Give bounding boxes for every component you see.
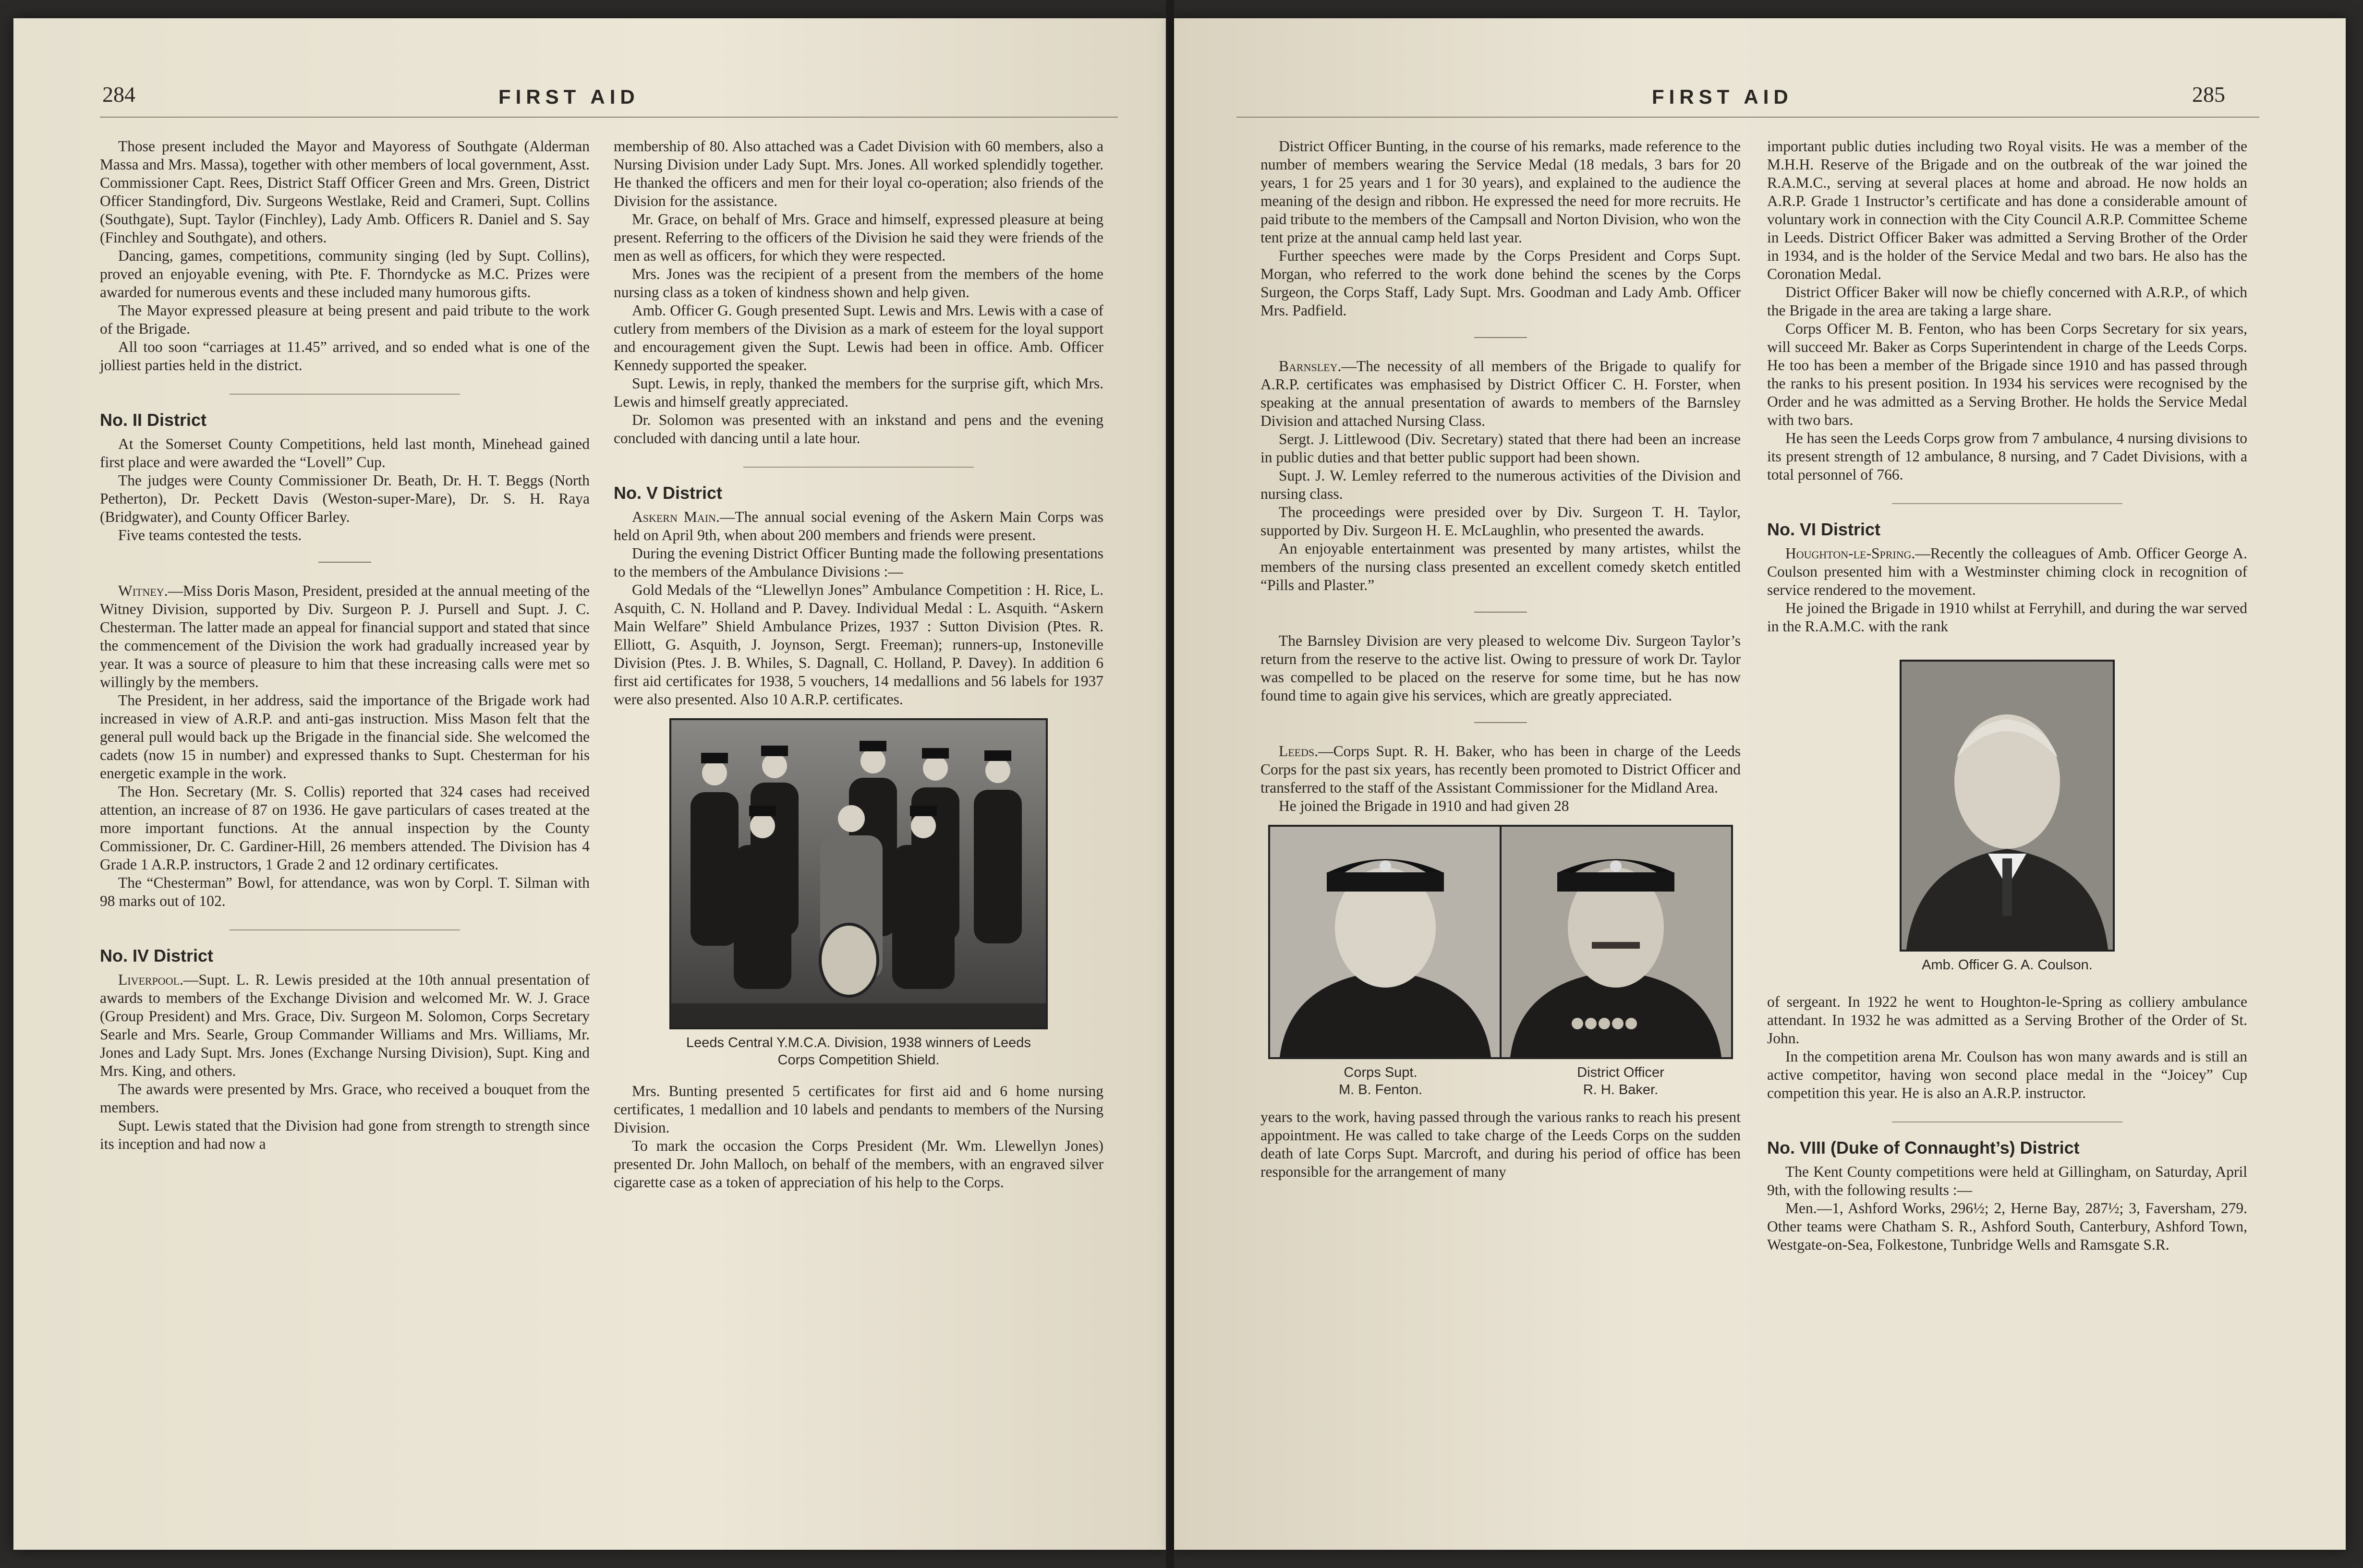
paragraph: Supt. Lewis, in reply, thanked the members for the surprise gift, which Mrs. Lewis and himself greatly appreciated.: [614, 375, 1103, 410]
paragraph: The President, in her address, said the importance of the Brigade work had increased in view of A.R.P. and anti-gas instruction. Miss Mason felt that the general pull would back up the Brigade in the financial side. She welcomed the cadets (now 15 in number) and expressed thanks to Supt. Chesterman for his energetic example in the work.: [100, 692, 590, 782]
paragraph: Those present included the Mayor and Mayoress of Southgate (Alderman Massa and Mrs. Massa), together with other members of local government, Asst. Commissioner Capt. Rees, District Staff Officer Green and Mrs. Green, District Officer Standingford, Div. Surgeons Westlake, Reid and Crameri, Supt. Collins (Southgate), Supt. Taylor (Finchley), Lady Amb. Officers R. Daniel and S. Say (Finchley and Southgate), and others.: [100, 138, 590, 246]
lead-in: Barnsley.: [1279, 358, 1342, 374]
paragraph: The “Chesterman” Bowl, for attendance, was won by Corpl. T. Silman with 98 marks out of 102.: [100, 874, 590, 909]
header-rule: [1236, 117, 2259, 118]
short-divider: [1474, 722, 1527, 723]
short-divider: [1474, 337, 1527, 338]
paragraph: At the Somerset County Competitions, held last month, Minehead gained first place and were awarded the “Lovell” Cup.: [100, 435, 590, 470]
paragraph: Mrs. Jones was the recipient of a present from the members of the home nursing class as a token of kindness shown and help given.: [614, 265, 1103, 301]
portrait-caption: Amb. Officer G. A. Coulson.: [1922, 957, 2093, 973]
paragraph: He joined the Brigade in 1910 whilst at Ferryhill, and during the war served in the R.A.M.C. with the rank: [1767, 600, 2247, 635]
paragraph: The Kent County competitions were held at Gillingham, on Saturday, April 9th, with the following results :—: [1767, 1163, 2247, 1198]
portrait-photo: [1900, 660, 2115, 952]
lead-in: Leeds.: [1279, 743, 1319, 760]
paragraph: District Officer Baker will now be chiefly concerned with A.R.P., of which the Brigade in the area are taking a large share.: [1767, 284, 2247, 319]
right-page: [1174, 18, 2346, 1550]
paragraph: The Hon. Secretary (Mr. S. Collis) reported that 324 cases had received attention, an increase of 87 on 1936. He gave particulars of cases treated at the more important functions. At the annual inspection by the County Commissioner, Dr. C. Gardiner-Hill, 26 members attended. The Division has 4 Grade 1 A.R.P. instructors, 1 Grade 2 and 12 ordinary certificates.: [100, 783, 590, 873]
short-divider: [318, 562, 371, 563]
section-heading: No. VIII (Duke of Connaught’s) District: [1767, 1138, 2080, 1158]
paragraph: Supt. J. W. Lemley referred to the numerous activities of the Division and nursing class.: [1260, 467, 1741, 502]
short-divider: [1474, 612, 1527, 613]
paragraph: The Barnsley Division are very pleased to welcome Div. Surgeon Taylor’s return from the reserve to the active list. Owing to pressure of work Dr. Taylor was compelled to be placed on the reserve for some time, but he has now found time to again give his services, which are greatly appreciated.: [1260, 632, 1741, 704]
lead-in: Liverpool.: [118, 971, 183, 988]
paragraph: Mr. Grace, on behalf of Mrs. Grace and himself, expressed pleasure at being present. Referring to the officers of the Division he said they were friends of the men as well as officers, for which they were respected.: [614, 211, 1103, 264]
book-gutter: [1166, 0, 1174, 1568]
paragraph: District Officer Bunting, in the course of his remarks, made reference to the number of members wearing the Service Medal (18 medals, 3 bars for 20 years, 1 for 25 years and 1 for 30 years), and explained to the audience the meaning of the design and ribbon. He expressed the need for more recruits. He paid tribute to the members of the Campsall and Norton Division, who won the tent prize at the annual camp held last year.: [1260, 138, 1741, 246]
paragraph: To mark the occasion the Corps President (Mr. Wm. Llewellyn Jones) presented Dr. John Malloch, on behalf of the members, with an engraved silver cigarette case as a token of appreciation of his help to the Corps.: [614, 1137, 1103, 1191]
paragraph: Barnsley.—The necessity of all members of the Brigade to qualify for A.R.P. certificates was emphasised by District Officer C. H. Forster, when speaking at the annual presentation of awards to members of the Barnsley Division and attached Nursing Class.: [1260, 358, 1741, 429]
right-column-1: [1260, 137, 1741, 1181]
section-heading: No. VI District: [1767, 519, 1881, 539]
paragraph: of sergeant. In 1922 he went to Houghton-le-Spring as colliery ambulance attendant. In 1932 he was admitted as a Serving Brother of the Order of St. John.: [1767, 993, 2247, 1047]
section-divider: [230, 929, 460, 930]
paragraph: Mrs. Bunting presented 5 certificates for first aid and 6 home nursing certificates, 1 medallion and 10 labels and pendants to members of the Nursing Division.: [614, 1083, 1103, 1136]
group-photo: [669, 718, 1048, 1029]
section-divider: [1892, 503, 2122, 504]
section-heading: No. V District: [614, 483, 723, 503]
caption-right-name: R. H. Baker.: [1583, 1082, 1659, 1098]
paragraph: Further speeches were made by the Corps President and Corps Supt. Morgan, who referred to the work done behind the scenes by the Corps Surgeon, the Corps Staff, Lady Supt. Mrs. Goodman and Lady Amb. Officer Mrs. Padfield.: [1260, 247, 1741, 319]
paragraph: Dancing, games, competitions, community singing (led by Supt. Collins), proved an enjoyable evening, with Pte. F. Thorndycke as M.C. Prizes were awarded for numerous events and these included many humorous gifts.: [100, 247, 590, 301]
paragraph: The judges were County Commissioner Dr. Beath, Dr. H. T. Beggs (North Petherton), Dr. Peckett Davis (Weston-super-Mare), Dr. S. H. Raya (Bridgwater), and County Officer Barley.: [100, 472, 590, 525]
paragraph: An enjoyable entertainment was presented by many artistes, whilst the members of the nursing class presented an excellent comedy sketch entitled “Pills and Plaster.”: [1260, 540, 1741, 593]
paragraph: Leeds.—Corps Supt. R. H. Baker, who has been in charge of the Leeds Corps for the past six years, has recently been promoted to District Officer and transferred to the staff of the Assistant Commissioner for the Midland Area.: [1260, 743, 1741, 796]
left-column-1: [100, 137, 590, 1153]
paragraph: membership of 80. Also attached was a Cadet Division with 60 members, also a Nursing Division under Lady Supt. Mrs. Jones. All worked splendidly together. He thanked the officers and men for their loyal co-operation; also friends of the Division for the assistance.: [614, 138, 1103, 209]
paragraph: Five teams contested the tests.: [118, 527, 302, 543]
section-heading: No. IV District: [100, 946, 214, 965]
paragraph: Men.—1, Ashford Works, 296½; 2, Herne Bay, 287½; 3, Faversham, 279. Other teams were Chatham S. R., Ashford South, Canterbury, Ashford Town, Westgate-on-Sea, Folkestone, Tunbridge Wells and Ramsgate S.R.: [1767, 1200, 2247, 1253]
running-title: FIRST AID: [498, 85, 640, 108]
paragraph: During the evening District Officer Bunting made the following presentations to the members of the Ambulance Divisions :—: [614, 545, 1103, 580]
portrait-photo-image: [1902, 662, 2113, 950]
header-rule: [100, 117, 1118, 118]
paragraph: In the competition arena Mr. Coulson has won many awards and is still an active competitor, having won second place medal in the “Joicey” Cup competition this year. He is also an A.R.P. instructor.: [1767, 1048, 2247, 1101]
paragraph: Gold Medals of the “Llewellyn Jones” Ambulance Competition : H. Rice, L. Asquith, C. N. Holland and P. Davey. Individual Medal : L. Asquith. “Askern Main Welfare” Shield Ambulance Prizes, 1937 : Sutton Division (Ptes. R. Elliott, G. Asquith, J. Joynson, Sergt. Freeman); runners-up, Instoneville Division (Ptes. J. B. Whiles, S. Dagnall, C. Holland, P. Davey). In addition 6 first aid certificates for 1938, 5 vouchers, 14 medallions and 56 labels for 1937 were also presented. Also 10 A.R.P. certificates.: [614, 581, 1103, 708]
paragraph: The awards were presented by Mrs. Grace, who received a bouquet from the members.: [100, 1081, 590, 1116]
caption-left-title: Corps Supt.: [1344, 1065, 1418, 1080]
paragraph: Corps Officer M. B. Fenton, who has been Corps Secretary for six years, will succeed Mr. Baker as Corps Superintendent in charge of the Leeds Corps. He too has been a member of the Brigade since 1910 and has passed through the ranks to his present position. In 1934 his services were recognised by the Order and he was admitted as a Serving Brother. He holds the Service Medal with two bars.: [1767, 320, 2247, 428]
paragraph: Witney.—Miss Doris Mason, President, presided at the annual meeting of the Witney Division, supported by Div. Surgeon P. J. Pursell and Supt. J. C. Chesterman. The latter made an appeal for financial support and stated that since the commencement of the Division the work had gradually increased year by year. It was a source of pleasure to him that these increasing calls were met so willingly by the members.: [100, 582, 590, 690]
paragraph: Supt. Lewis stated that the Division had gone from strength to strength since its inception and had now a: [100, 1117, 590, 1152]
page-number: 284: [102, 82, 135, 107]
paragraph: All too soon “carriages at 11.45” arrived, and so ended what is one of the jolliest parties held in the district.: [100, 338, 590, 374]
running-title: FIRST AID: [1652, 85, 1793, 108]
paragraph: Amb. Officer G. Gough presented Supt. Lewis and Mrs. Lewis with a case of cutlery from members of the Division as a mark of esteem for the loyal support and encouragement given the Supt. Lewis had been in office. Amb. Officer Kennedy supported the speaker.: [614, 302, 1103, 374]
photo-caption: [1260, 1064, 1741, 1100]
paragraph: Liverpool.—Supt. L. R. Lewis presided at the 10th annual presentation of awards to members of the Exchange Division and welcomed Mr. W. J. Grace (Group President) and Mrs. Grace, Div. Surgeon M. Solomon, Corps Secretary Searle and Mrs. Searle, Group Commander Williams and Mrs. Williams, Mr. Jones and Lady Supt. Mrs. Jones (Exchange Nursing Division), Supt. King and Mrs. King, and others.: [100, 971, 590, 1079]
photo-caption: Leeds Central Y.M.C.A. Division, 1938 winners of Leeds Corps Competition Shield.: [686, 1035, 1031, 1068]
section-divider: [743, 467, 974, 468]
paragraph: Askern Main.—The annual social evening of the Askern Main Corps was held on April 9th, when about 200 members and friends were present.: [614, 508, 1104, 543]
lead-in: Houghton-le-Spring.: [1785, 545, 1915, 562]
section-divider: [230, 394, 460, 395]
paragraph: He joined the Brigade in 1910 and had given 28: [1279, 797, 1569, 814]
left-page: [13, 18, 1166, 1550]
group-photo-image: [671, 720, 1046, 1027]
paragraph: important public duties including two Royal visits. He was a member of the M.H.H. Reserve of the Brigade and on the outbreak of the war joined the R.A.M.C., serving at several places at home and abroad. He now holds an A.R.P. Grade 1 Instructor’s certificate and has done a considerable amount of voluntary work in connection with the City Council A.R.P. Committee Scheme in Leeds. District Officer Baker was admitted a Serving Brother of the Order in 1934, and is the holder of the Service Medal and two bars. He also has the Coronation Medal.: [1767, 138, 2247, 282]
paragraph: Houghton-le-Spring.—Recently the colleagues of Amb. Officer George A. Coulson presented him with a Westminster chiming clock in recognition of service rendered to the movement.: [1767, 545, 2247, 598]
paragraph: Dr. Solomon was presented with an inkstand and pens and the evening concluded with dancing until a late hour.: [614, 411, 1103, 446]
caption-left-name: M. B. Fenton.: [1338, 1082, 1423, 1098]
paragraph: The proceedings were presided over by Div. Surgeon T. H. Taylor, supported by Div. Surgeon H. E. McLaughlin, who presented the awards.: [1260, 504, 1741, 539]
right-column-2: [1767, 137, 2247, 1254]
lead-in: Witney.: [118, 582, 168, 599]
section-heading: No. II District: [100, 410, 207, 430]
caption-right-title: District Officer: [1577, 1065, 1664, 1080]
paragraph: He has seen the Leeds Corps grow from 7 ambulance, 4 nursing divisions to its present strength of 12 ambulance, 8 nursing, and 7 Cadet Divisions, with a total personnel of 766.: [1767, 430, 2247, 483]
officers-photo-image: [1270, 827, 1731, 1057]
paragraph: The Mayor expressed pleasure at being present and paid tribute to the work of the Brigade.: [100, 302, 590, 337]
paragraph: Sergt. J. Littlewood (Div. Secretary) stated that there had been an increase in public duties and that better public support had been shown.: [1260, 431, 1741, 466]
officers-photo: [1268, 825, 1733, 1059]
paragraph: years to the work, having passed through the various ranks to reach his present appointment. He was called to take charge of the Leeds Corps on the sudden death of late Corps Supt. Marcroft, and during his period of office has been responsible for the arrangement of many: [1260, 1109, 1741, 1180]
page-number: 285: [2192, 82, 2225, 107]
left-column-2: [614, 137, 1103, 1192]
lead-in: Askern Main.: [632, 508, 720, 525]
